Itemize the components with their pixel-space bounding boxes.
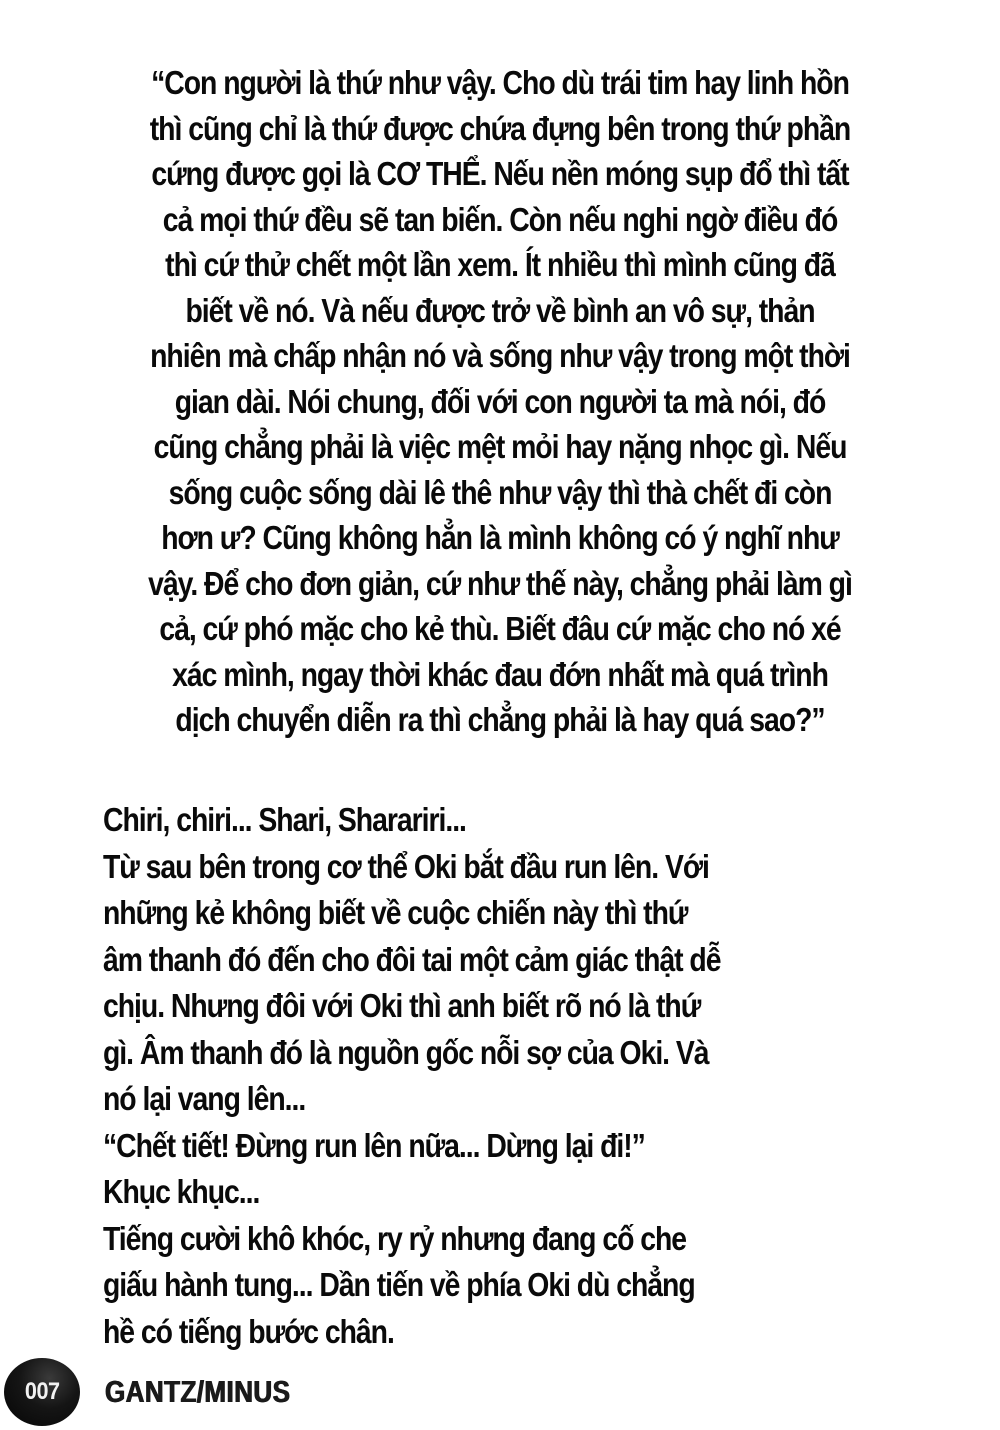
- narration-line: giấu hành tung... Dần tiến về phía Oki dù chẳng: [103, 1266, 695, 1303]
- narration-line: Khục khục...: [103, 1173, 260, 1210]
- quote-line: sống cuộc sống dài lê thê như vậy thì thà chết đi còn: [168, 473, 832, 511]
- series-title: GANTZ/MINUS: [105, 1374, 291, 1409]
- quote-line: xác mình, ngay thời khác đau đớn nhất mà quá trình: [172, 655, 828, 693]
- narration-line: nó lại vang lên...: [103, 1080, 306, 1117]
- quote-line: thì cũng chỉ là thứ được chứa đựng bên trong thứ phần: [149, 109, 851, 147]
- narration-line: Từ sau bên trong cơ thể Oki bắt đầu run lên. Với: [103, 847, 709, 885]
- quote-line: dịch chuyển diễn ra thì chẳng phải là hay quá sao?”: [175, 701, 825, 738]
- narration-line: chịu. Nhưng đôi với Oki thì anh biết rõ nó là thứ: [103, 987, 701, 1024]
- quote-line: nhiên mà chấp nhận nó và sống như vậy trong một thời: [150, 337, 850, 374]
- narration-line: gì. Âm thanh đó là nguồn gốc nỗi sợ của Oki. Và: [103, 1033, 709, 1071]
- quote-line: hơn ư? Cũng không hẳn là mình không có ý nghĩ như: [161, 519, 839, 556]
- quote-line: “Con người là thứ như vậy. Cho dù trái tim hay linh hồn: [151, 64, 849, 101]
- page-number: 007: [24, 1378, 60, 1405]
- quote-line: cả, cứ phó mặc cho kẻ thù. Biết đâu cứ mặc cho nó xé: [159, 610, 841, 647]
- narration-line: Chiri, chiri... Shari, Sharariri...: [103, 801, 466, 838]
- quote-line: thì cứ thử chết một lần xem. Ít nhiều thì mình cũng đã: [165, 246, 835, 283]
- quote-line: cũng chẳng phải là việc mệt mỏi hay nặng nhọc gì. Nếu: [153, 428, 847, 465]
- narration-paragraph: [103, 797, 983, 1355]
- quote-line: cứng được gọi là CƠ THỂ. Nếu nền móng sụp đổ thì tất: [151, 155, 849, 192]
- page-number-badge: [4, 1358, 80, 1426]
- quote-line: cả mọi thứ đều sẽ tan biến. Còn nếu nghi ngờ điều đó: [162, 200, 838, 238]
- quote-line: vậy. Để cho đơn giản, cứ như thế này, chẳng phải làm gì: [148, 564, 852, 602]
- narration-line: âm thanh đó đến cho đôi tai một cảm giác thật dễ: [103, 940, 721, 978]
- quote-line: biết về nó. Và nếu được trở về bình an vô sự, thản: [185, 291, 815, 329]
- quote-line: gian dài. Nói chung, đối với con người ta mà nói, đó: [174, 382, 826, 420]
- quote-paragraph: [28, 60, 972, 743]
- narration-line: Tiếng cười khô khóc, ry rỷ nhưng đang cố che: [103, 1219, 687, 1257]
- narration-line: những kẻ không biết về cuộc chiến này thì thứ: [103, 894, 688, 931]
- narration-line: hề có tiếng bước chân.: [103, 1312, 394, 1350]
- dialogue-line: “Chết tiết! Đừng run lên nữa... Dừng lại đi!”: [103, 1126, 645, 1164]
- page-footer: [0, 1358, 400, 1426]
